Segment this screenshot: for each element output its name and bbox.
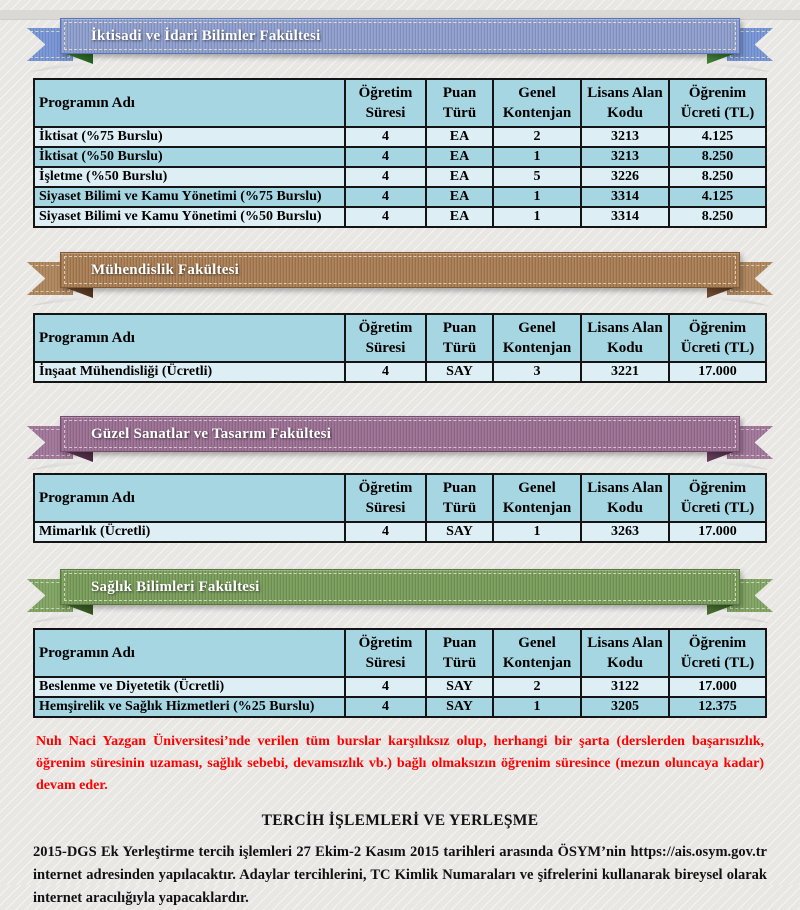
program-value-cell: EA (426, 127, 493, 147)
program-value-cell: 3213 (581, 127, 669, 147)
column-header: Puan Türü (426, 79, 493, 127)
program-name-cell: İnşaat Mühendisliği (Ücretli) (34, 362, 345, 382)
faculty-ribbon (0, 10, 800, 70)
program-name-cell: Mimarlık (Ücretli) (34, 522, 345, 542)
program-row (34, 697, 766, 717)
scholarship-note: Nuh Naci Yazgan Üniversitesi’nde verilen tüm burslar karşılıksız olup, herhangi bir şarta (derslerden başarısızlık, öğrenim süresinin uzaması, sağlık sebebi, devamsızlık vb.) bağlı olmaksızın öğrenim süresince (mezun oluncaya kadar) devam eder. (36, 734, 764, 794)
column-header: Lisans Alan Kodu (581, 314, 669, 362)
program-name-cell: İktisat (%75 Burslu) (34, 127, 345, 147)
program-name-cell: İktisat (%50 Burslu) (34, 147, 345, 167)
program-value-cell: 2 (493, 677, 581, 697)
program-value-cell: SAY (426, 522, 493, 542)
faculty-ribbon (0, 561, 800, 621)
program-value-cell: EA (426, 187, 493, 207)
program-value-cell: 17.000 (669, 362, 766, 382)
faculty-section (0, 244, 800, 383)
program-value-cell: 4 (345, 147, 426, 167)
program-table (33, 78, 767, 228)
placement-heading: TERCİH İŞLEMLERİ VE YERLEŞME (261, 812, 539, 830)
program-value-cell: 3213 (581, 147, 669, 167)
table-header-row (34, 629, 766, 677)
column-header: Öğrenim Ücreti (TL) (669, 314, 766, 362)
faculty-ribbon (0, 408, 800, 468)
program-value-cell: 17.000 (669, 677, 766, 697)
program-value-cell: 1 (493, 147, 581, 167)
program-table (33, 473, 767, 543)
program-value-cell: 4 (345, 167, 426, 187)
program-value-cell: 3122 (581, 677, 669, 697)
column-header: Öğretim Süresi (345, 474, 426, 522)
column-header: Öğrenim Ücreti (TL) (669, 79, 766, 127)
program-value-cell: EA (426, 207, 493, 227)
program-value-cell: 3263 (581, 522, 669, 542)
program-row (34, 677, 766, 697)
program-row (34, 147, 766, 167)
program-value-cell: 3314 (581, 187, 669, 207)
faculty-sections (0, 10, 800, 718)
program-value-cell: 5 (493, 167, 581, 187)
program-value-cell: 3 (493, 362, 581, 382)
column-header: Puan Türü (426, 474, 493, 522)
program-value-cell: 4.125 (669, 187, 766, 207)
column-header: Puan Türü (426, 314, 493, 362)
column-header: Genel Kontenjan (493, 629, 581, 677)
ribbon-band (60, 569, 740, 605)
program-value-cell: 8.250 (669, 147, 766, 167)
program-value-cell: SAY (426, 697, 493, 717)
faculty-section (0, 10, 800, 228)
table-header-row (34, 79, 766, 127)
placement-note: 2015-DGS Ek Yerleştirme tercih işlemleri 27 Ekim-2 Kasım 2015 tarihleri arasında ÖSYM’nin https://ais.osym.gov.tr internet adresinden yapılacaktır. Adaylar tercihlerini, TC Kimlik Numaraları ve şifrelerini kullanarak bireysel olarak internet aracılığıyla yapacaklardır. (33, 844, 767, 907)
column-header: Programın Adı (34, 314, 345, 362)
program-value-cell: 1 (493, 207, 581, 227)
faculty-ribbon (0, 244, 800, 304)
column-header: Genel Kontenjan (493, 79, 581, 127)
program-name-cell: İşletme (%50 Burslu) (34, 167, 345, 187)
faculty-section (0, 561, 800, 718)
program-value-cell: 3221 (581, 362, 669, 382)
program-value-cell: SAY (426, 362, 493, 382)
program-row (34, 167, 766, 187)
program-row (34, 207, 766, 227)
ribbon-band (60, 416, 740, 452)
column-header: Genel Kontenjan (493, 314, 581, 362)
program-value-cell: 4 (345, 697, 426, 717)
program-value-cell: 4 (345, 677, 426, 697)
program-row (34, 127, 766, 147)
table-header-row (34, 474, 766, 522)
program-value-cell: EA (426, 147, 493, 167)
column-header: Programın Adı (34, 79, 345, 127)
faculty-section (0, 408, 800, 543)
program-value-cell: 4 (345, 127, 426, 147)
program-row (34, 187, 766, 207)
program-value-cell: 4 (345, 187, 426, 207)
column-header: Lisans Alan Kodu (581, 629, 669, 677)
ribbon-band (60, 18, 740, 54)
column-header: Lisans Alan Kodu (581, 79, 669, 127)
faculty-title: İktisadi ve İdari Bilimler Fakültesi (91, 27, 321, 44)
program-name-cell: Hemşirelik ve Sağlık Hizmetleri (%25 Burslu) (34, 697, 345, 717)
faculty-title: Sağlık Bilimleri Fakültesi (91, 578, 260, 595)
program-row (34, 362, 766, 382)
program-value-cell: 4.125 (669, 127, 766, 147)
column-header: Öğretim Süresi (345, 629, 426, 677)
ribbon-band (60, 252, 740, 288)
column-header: Programın Adı (34, 474, 345, 522)
program-value-cell: 3226 (581, 167, 669, 187)
program-value-cell: SAY (426, 677, 493, 697)
program-table (33, 628, 767, 718)
program-value-cell: 17.000 (669, 522, 766, 542)
faculty-title: Mühendislik Fakültesi (91, 261, 239, 278)
program-name-cell: Siyaset Bilimi ve Kamu Yönetimi (%75 Burslu) (34, 187, 345, 207)
column-header: Öğrenim Ücreti (TL) (669, 474, 766, 522)
column-header: Öğrenim Ücreti (TL) (669, 629, 766, 677)
program-value-cell: 3205 (581, 697, 669, 717)
faculty-title: Güzel Sanatlar ve Tasarım Fakültesi (91, 425, 332, 442)
program-value-cell: 8.250 (669, 167, 766, 187)
program-name-cell: Beslenme ve Diyetetik (Ücretli) (34, 677, 345, 697)
program-value-cell: 3314 (581, 207, 669, 227)
column-header: Öğretim Süresi (345, 314, 426, 362)
column-header: Lisans Alan Kodu (581, 474, 669, 522)
program-table (33, 313, 767, 383)
program-row (34, 522, 766, 542)
program-value-cell: 4 (345, 362, 426, 382)
program-value-cell: 4 (345, 522, 426, 542)
program-value-cell: 12.375 (669, 697, 766, 717)
column-header: Programın Adı (34, 629, 345, 677)
program-value-cell: 8.250 (669, 207, 766, 227)
program-value-cell: EA (426, 167, 493, 187)
program-value-cell: 1 (493, 187, 581, 207)
column-header: Öğretim Süresi (345, 79, 426, 127)
column-header: Genel Kontenjan (493, 474, 581, 522)
program-name-cell: Siyaset Bilimi ve Kamu Yönetimi (%50 Burslu) (34, 207, 345, 227)
program-value-cell: 1 (493, 522, 581, 542)
column-header: Puan Türü (426, 629, 493, 677)
program-value-cell: 2 (493, 127, 581, 147)
table-header-row (34, 314, 766, 362)
program-value-cell: 4 (345, 207, 426, 227)
program-value-cell: 1 (493, 697, 581, 717)
